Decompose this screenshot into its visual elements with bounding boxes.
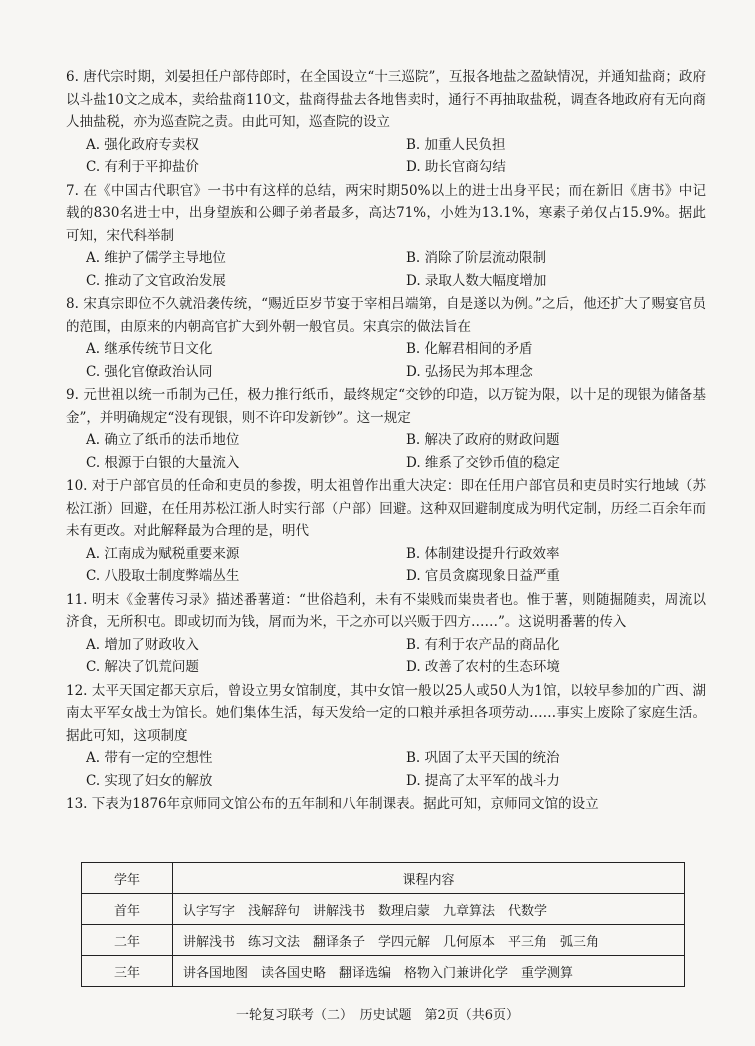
table-cell-year: 首年 — [82, 894, 173, 925]
answer-option: A. 江南成为赋税重要来源 — [86, 545, 240, 562]
question-block — [66, 66, 706, 179]
page-footer: 一轮复习联考（二） 历史试题 第2页（共6页） — [235, 1008, 520, 1023]
question-list — [66, 66, 706, 817]
answer-option: C. 推动了文官政治发展 — [86, 272, 226, 289]
answer-option: C. 解决了饥荒问题 — [86, 659, 199, 675]
answer-option: A. 继承传统节日文化 — [86, 341, 213, 357]
option-list — [66, 429, 706, 474]
question-block — [66, 293, 706, 383]
question-block — [66, 475, 706, 588]
answer-option: D. 维系了交钞币值的稳定 — [406, 454, 560, 471]
answer-option: B. 化解君相间的矛盾 — [406, 341, 533, 357]
table-row — [82, 894, 685, 925]
table-header-cell: 学年 — [82, 863, 173, 894]
answer-option: A. 维护了儒学主导地位 — [86, 250, 226, 266]
question-stem: 6. 唐代宗时期，刘晏担任户部侍郎时，在全国设立“十三巡院”，互报各地盐之盈缺情况，并通知盐商；政府以斗盐10文之成本，卖给盐商110文，盐商得盐去各地售卖时，通行不再抽取盐税，调查各地政府有无向商人抽盐税，亦为巡查院之责。由此可知，巡查院的设立 — [66, 69, 706, 130]
answer-option: C. 强化官僚政治认同 — [86, 363, 213, 380]
answer-option: D. 录取人数大幅度增加 — [406, 272, 547, 289]
option-list — [66, 338, 706, 383]
table-cell-courses: 讲各国地图 读各国史略 翻译选编 格物入门兼讲化学 重学测算 — [173, 956, 685, 987]
answer-option: C. 根源于白银的大量流入 — [86, 454, 240, 471]
option-list — [66, 747, 706, 792]
option-list — [66, 543, 706, 588]
answer-option: C. 八股取士制度弊端丛生 — [86, 568, 240, 584]
question-stem: 8. 宋真宗即位不久就沿袭传统，“赐近臣岁节宴于宰相吕端第，自是遂以为例。”之后，他还扩大了赐宴官员的范围，由原来的内朝高官扩大到外朝一般官员。宋真宗的做法旨在 — [66, 296, 706, 335]
question-block — [66, 180, 706, 293]
answer-option: D. 弘扬民为邦本理念 — [406, 363, 533, 380]
table-cell-year: 二年 — [82, 925, 173, 956]
answer-option: B. 有利于农产品的商品化 — [406, 636, 560, 653]
answer-option: B. 加重人民负担 — [406, 136, 506, 153]
question-block — [66, 589, 706, 679]
question-stem: 10. 对于户部官员的任命和吏员的参拨，明太祖曾作出重大决定：即在任用户部官员和吏员时实行地域（苏松江浙）回避，在任用苏松江浙人时实行部（户部）回避。这种双回避制度成为明代定制，历经二百余年而未有更改。对此解释最为合理的是，明代 — [66, 478, 706, 539]
question-block — [66, 680, 706, 793]
answer-option: A. 带有一定的空想性 — [86, 750, 213, 766]
table-cell-year: 三年 — [82, 956, 173, 987]
answer-option: A. 强化政府专卖权 — [86, 136, 199, 153]
answer-option: D. 提高了太平军的战斗力 — [406, 772, 560, 789]
option-list — [66, 247, 706, 292]
table-row — [82, 925, 685, 956]
question-stem: 13. 下表为1876年京师同文馆公布的五年制和八年制课表。据此可知，京师同文馆的设立 — [66, 796, 599, 812]
table-header-row — [82, 863, 685, 894]
answer-option: B. 解决了政府的财政问题 — [406, 432, 560, 448]
question-stem: 9. 元世祖以统一币制为己任，极力推行纸币，最终规定“交钞的印造，以万锭为限，以十足的现银为储备基金”，并明确规定“没有现银，则不许印发新钞”。这一规定 — [66, 387, 706, 426]
answer-option: A. 确立了纸币的法币地位 — [86, 432, 240, 448]
course-table — [81, 862, 685, 987]
table-cell-courses: 认字写字 浅解辞句 讲解浅书 数理启蒙 九章算法 代数学 — [173, 894, 685, 925]
option-list — [66, 134, 706, 179]
table-header-cell: 课程内容 — [173, 863, 685, 894]
answer-option: D. 助长官商勾结 — [406, 159, 506, 175]
question-stem: 7. 在《中国古代职官》一书中有这样的总结，两宋时期50%以上的进士出身平民；而在新旧《唐书》中记载的830名进士中，出身望族和公卿子弟者最多，高达71%，小姓为13.1%，寒素子弟仅占15.9%。据此可知，宋代科举制 — [66, 182, 706, 244]
question-stem: 12. 太平天国定都天京后，曾设立男女馆制度，其中女馆一般以25人或50人为1馆，以较早参加的广西、湖南太平军女战士为馆长。她们集体生活，每天发给一定的口粮并承担各项劳动……事实上废除了家庭生活。据此可知，这项制度 — [66, 682, 706, 744]
table-row — [82, 956, 685, 987]
answer-option: B. 消除了阶层流动限制 — [406, 250, 547, 266]
answer-option: D. 官员贪腐现象日益严重 — [406, 568, 560, 584]
question-block — [66, 384, 706, 474]
answer-option: B. 体制建设提升行政效率 — [406, 545, 560, 562]
answer-option: D. 改善了农村的生态环境 — [406, 659, 560, 675]
question-stem: 11. 明末《金薯传习录》描述番薯道：“世俗趋利，未有不粜贱而粜贵者也。惟于薯，则随掘随卖，周流以济食，无所积屯。即或切而为钱，屑而为米，干之亦可以兴贩于四方……”。这说明番薯的传入 — [66, 591, 706, 630]
answer-option: A. 增加了财政收入 — [86, 636, 199, 653]
option-list — [66, 634, 706, 679]
question-block — [66, 793, 706, 816]
answer-option: C. 实现了妇女的解放 — [86, 772, 213, 789]
table-cell-courses: 讲解浅书 练习文法 翻译条子 学四元解 几何原本 平三角 弧三角 — [173, 925, 685, 956]
answer-option: B. 巩固了太平天国的统治 — [406, 750, 560, 766]
answer-option: C. 有利于平抑盐价 — [86, 159, 199, 175]
